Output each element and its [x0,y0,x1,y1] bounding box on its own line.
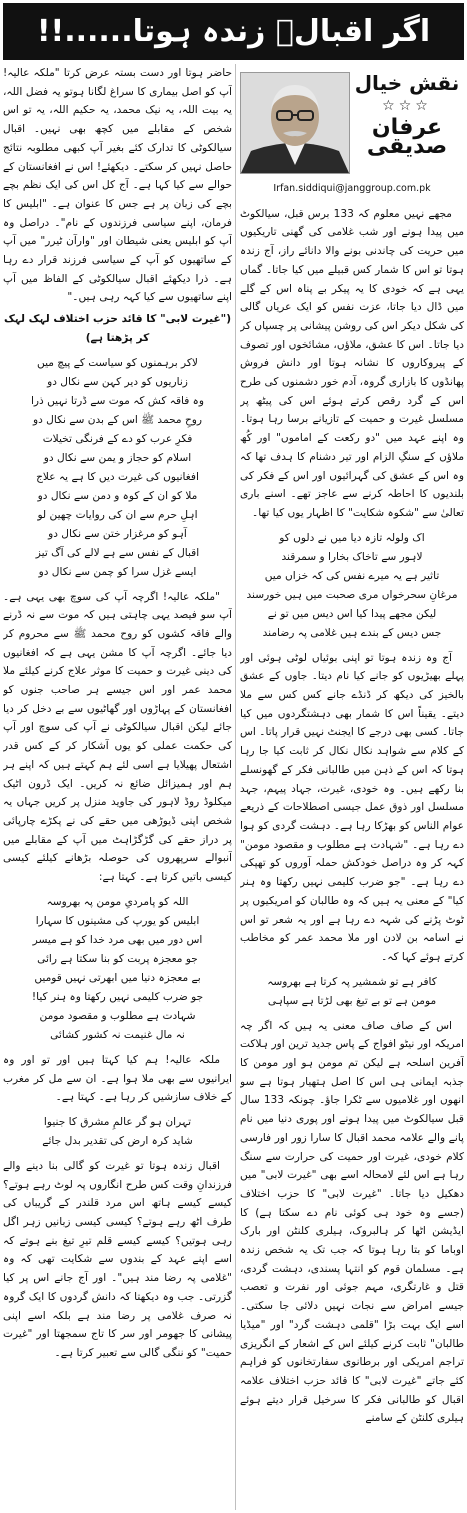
stage-note: ("غیرت لابی" کا قائد حزب اختلاف لہک لہک کر پڑھتا ہے) [3,313,232,344]
verse-line: مومن ہے تو بے تیغ بھی لڑتا ہے سپاہی [267,994,437,1007]
verse-line: زناریوں کو دیر کہن سے نکال دو [47,375,188,388]
left-column [3,64,232,1510]
verse-block [240,973,464,1011]
verse-line: لاکر برہمنوں کو سیاست کے پیچ میں [37,356,198,369]
verse-line: تاثیر ہے یہ میرے نفس کی کہ خزاں میں [264,569,440,582]
verse-line: فکرِ عرب کو دے کے فرنگی تخیلات [42,432,193,445]
verse-line: شاید کرہ ارض کی تقدیر بدل جائے [42,1134,193,1147]
verse-line: شہادت ہے مطلوب و مقصود مومن [39,1009,196,1022]
verse-line: لیکن مجھے پیدا کیا اس دیس میں تو نے [267,607,437,620]
verse-line: اہلِ حرم سے ان کی روایات چھین لو [37,508,198,521]
verse-line: جو ضرب کلیمی نہیں رکھتا وہ ہنر کیا! [31,990,204,1003]
verse-line: جس دیس کے بندے ہیں غلامی پہ رضامند [262,626,442,639]
author-name: عرفان صدیقی [366,115,448,160]
author-email[interactable]: Irfan.siddiqui@janggroup.com.pk [273,183,431,194]
verse-line: بے معجزہ دنیا میں ابھرتی نہیں قومیں [34,971,201,984]
column-divider [235,64,236,1510]
verse-line: اس دور میں بھی مرد خدا کو ہے میسر [32,933,203,946]
verse-line: نہ مال غنیمت نہ کشور کشائی [50,1028,185,1041]
paragraph: ملکہ عالیہ! ہم کیا کہتا ہیں اور تو اور وہ ایرانیوں سے بھی ملا ہوا ہے۔ ان سے مل کر مغرب کے خلاف سازشیں کر رہا ہے۔ کہتا ہے۔ [3,1053,232,1104]
paragraph: اس کے صاف صاف معنی یہ ہیں کہ اگر چہ امریکہ اور نیٹو افواج کے پاس جدید ترین اور ہلاکت آفرین اسلحہ ہے لیکن تم مومن ہو اور مومن کا جذبہ ایمانی ہی اس کا اصل ہتھیار ہوتا ہے سو انھوں اور غلامیوں سے ٹکرا جاؤ۔ چونکہ 133 سال قبل سیالکوٹ میں پیدا ہونے اور پوری دنیا میں نام پانے والے علامہ محمد اقبال کا سارا زور اور فارسی کلام خودی، غیرت اور حمیت کی حرارت سے سنگ رہا ہے اس لئے لامحالہ اسے بھی "غیرت لابی" میں دھکیل دیا جاتا۔ "غیرت لابی" کا حزب اختلاف (جسے وہ خود ہی کوئی نام دے سکتا ہے) کا ایڈیشن اٹھا کر ہالبروک، ہیلری کلنٹن اور بارک اوباما کو بتا رہا ہوتا کہ جب تک یہ شخص زندہ ہے۔ مسلمان قوم کو انتہا پسندی، دہشت گردی، قتل و غارتگری، مہم جوئی اور نفرت و تعصب جیسے امراض سے نجات نہیں دلائی جا سکتی۔ اسے ایک بہت بڑا "قلمی دہشت گرد" اور "میڈیا طالبان" ثابت کرنے کیلئے اس کے اشعار کے انگریزی تراجم امریکی اور برطانوی سفارتخانوں کو فراہم کئے جاتے "غیرت لابی" کا قائد حزب اختلاف علامہ اقبال کو طالبانی فکر کا سرخیل قرار دیتے ہوئے ہیلری کلنٹن کے سامنے [240,1019,464,1425]
right-column [240,64,464,1510]
verse-block [3,1113,232,1151]
byline-box [240,64,464,178]
verse-line: تہران ہو گر عالمِ مشرق کا جنیوا [43,1115,192,1128]
verse-line: کافر ہے تو شمشیر پہ کرتا ہے بھروسہ [267,975,437,988]
verse-block [3,893,232,1045]
verse-line: لاہور سے تاخاک بخارا و سمرقند [281,550,423,563]
verse-line: اسلام کو حجاز و یمن سے نکال دو [43,451,192,464]
verse-line: اللہ کو پامردیِ مومن پہ بھروسہ [46,895,189,908]
headline-banner [3,3,464,60]
star-ornament: ☆☆☆ [382,97,432,114]
paragraph: حاضر ہوتا اور دست بستہ عرض کرتا "ملکہ عالیہ! آپ کو اصل بیماری کا سراغ لگانا ہوتو یہ فضل اللہ، یہ بیت اللہ، یہ نیک محمد، یہ حکیم اللہ، یہ تو اس شخص کے مقابلے میں کچھ بھی نہیں۔ اقبال سیالکوٹی کا تدارک کئے بغیر آپ کبھی مطلوبہ نتائج حاصل نہیں کر سکتے۔ دیکھئے! اس نے افغانستان کے حوالے سے کیا کہا ہے۔ آج کل اس کی ایک نظم بچے بچے کی زبان پر ہے جس کا عنوان ہے۔ "ابلیس کا فرمان، اپنے سیاسی فرزندوں کے نام"۔ دراصل وہ آپ کو ابلیس یعنی شیطان اور "وارآن ٹیرر" میں آپ کے ساتھیوں کو آپ کے سیاسی فرزند قرار دے رہا ہے۔ ذرا دیکھئے اقبال سیالکوٹی کے الفاظ میں آپ اپنے ساتھیوں سے کیا کہہ رہی ہیں۔" [3,67,232,304]
verse-line: اک ولولہ تازہ دیا میں نے دلوں کو [279,531,425,544]
verse-line: ایسے غزل سرا کو چمن سے نکال دو [38,565,197,578]
column-masthead [350,64,464,178]
verse-line: وہ فاقہ کش کہ موت سے ڈرتا نہیں ذرا [30,394,205,407]
verse-line: مرغانِ سحرخواں مری صحبت میں ہیں خورسند [246,588,458,601]
verse-line: ملا کو ان کے کوہ و دمن سے نکال دو [37,489,198,502]
verse-block [240,529,464,643]
verse-block [3,354,232,582]
author-photo [240,72,350,174]
paragraph: مجھے نہیں معلوم کہ 133 برس قبل، سیالکوٹ میں پیدا ہونے اور شب غلامی کی گھنی تاریکیوں میں حریت کی چاندنی بونے والا دانائے راز، آج زندہ ہوتا تو اس کا شمار کس قبیلے میں کیا جاتا۔ گماں یہی ہے کہ خودی کا یہ پیکر بے پناہ اس کے گلے میں ڈال دیا جاتا، عزت نفس کو ایک عریاں گالی کی شکل دیکر اس کی روشن پیشانی پر چسپاں کر دیا جاتا۔ اس کا عشق، ملاؤں، مشائخوں اور تصوف کے پیروکاروں کا نشانہ ہوتا اور دانش فروش پھانڈوں کا بازاری گروہ، آدم خور دشمنوں کی طرح اس کے گرد رقص کرتے ہوئے اس کی پیٹھ پر مسلسل غیرت و حمیت کے تازیانے برسا رہا ہوتا۔ وہ اپنے عہد میں "دو رکعت کے اماموں" اور کُھ ملاؤں کے سنگِ الزام اور تیر دشنام کا ہدف تھا کہ وہ اس کے عشق کی گہرائیوں اور اس کے فکر کی بلندیوں کا احاطہ کرنے سے عاجز تھے۔ اسنے باری تعالیٰ سے "شکوہ شکایت" کا اظہار یوں کیا تھا۔ [240,207,464,519]
paragraph: اقبال زندہ ہوتا تو غیرت کو گالی بنا دینے والے فرزندانِ وقت کس طرح انگاروں پہ لوٹ رہے ہوتے؟ کیسے کیسے ہاتھ اس مرد قلندر کے گریباں کی طرف اٹھ رہے ہوتے؟ کیسی کیسی زبانیں زہر اگل رہی ہوتیں؟ کیسے کیسے قلم تیرِ تیغ بنے ہوتے کہ اسے اپنے عہد کے بندوں سے شکایت تھی کہ وہ "غلامی پہ رضا مند ہیں"۔ اور آج جانے اس پر کیا گزرتی۔ جب وہ دیکھتا کہ دانش گردوں کا ایک گروہ نہ صرف غلامی پر رضا مند ہے بلکہ اسے اپنی پیشانی کا جھومر اور سر کا تاج سمجھتا اور "غیرت حمیت" کو ننگی گالی سے تعبیر کرتا ہے۔ [3,1159,232,1359]
column-name: نقش خیال [354,71,460,95]
verse-line: ابلیس کو یورپ کی مشینوں کا سہارا [35,914,200,927]
paragraph: آج وہ زندہ ہوتا تو اپنی بوئیاں لوٹی ہوئی اور پہلے بھیڑیوں کو جانے کیا نام دیتا۔ جاوں کے عشق بالخیز کی دیکھ کر ڈنڈے جانے کس کس سے ملا دیتے۔ یقیناً اس کا شمار بھی دہشتگردوں میں کیا جاتا۔ کسی بھی درجے کا ایجنٹ نہیں قرار پاتا۔ اس کے کلام سے شواہد نکال نکال کر ثابت کیا جا رہا ہوتا کہ اس کے ذہن میں طالبانی فکر کے گھونسلے بنا رکھے ہیں۔ وہ خودی، غیرت، جہاد پیہم، جہد مسلسل اور ذوق عمل جیسی اصطلاحات کے ذریعے عوام الناس کو بھڑکا رہا ہے۔ دہشت گردی کو ہوا دے رہا ہے۔ "شہادت ہے مطلوب و مقصود مومن" کہہ کر وہ دراصل خودکش حملہ آوروں کو تھپکی دے رہا ہے۔ "جو ضرب کلیمی نہیں رکھتا وہ ہنر کیا" کے معنی یہ ہیں کہ وہ طالبان کو امریکیوں پر ٹوٹ پڑنے کی شہہ دے رہا ہے اور یہ شعر تو اس نے اسامہ بن لادن اور ملا محمد عمر کو مخاطب کرتے ہوئے کہا کہ۔ [240,651,464,963]
verse-line: افغانیوں کی غیرت دیں کا ہے یہ علاج [36,470,199,483]
verse-line: اقبال کے نفس سے ہے لالے کی آگ تیز [35,546,200,559]
paragraph: "ملکہ عالیہ! اگرچہ آپ کی سوچ بھی یہی ہے۔ آپ سو فیصد یہی چاہتی ہیں کہ موت سے نہ ڈرنے والے فاقہ کشوں کو روح محمد ﷺ سے محروم کر دیا جائے۔ اگرچہ آپ کا مشن یہی ہے کہ افغانیوں کی دینی غیرت و حمیت کا موثر علاج کرنے کیلئے ملا محمد عمر اور اس جیسے ہر صاحب جنوں کو افغانستان کے پہاڑوں اور گھاٹیوں سے بے دخل کر دیا جائے لیکن اقبال سیالکوٹی نے آپ کی سوچ اور آپ کی حکمت عملی کو یوں آشکار کر کے کس قدر اشتعال پھیلایا ہے اسی لئے ہم کہتے ہیں کہ اپنے ہر ہم اور ہمیزائل ضائع نہ کریں۔ ایک ڈرون اٹیک میکلوڈ روڈ لاہور کی جاوید منزل پر کریں جہاں یہ شخص اپنی ڈیوڑھی میں حقے کی نے پکڑے چارپائی پر دراز حقے کی گڑگڑاہٹ میں آپ کے مقابلے میں آنبوالے سرپھروں کی حوصلہ بڑھانے کیلئے کیسی کیسی باتیں کرتا ہے۔ کہتا ہے: [3,590,232,884]
verse-line: روحِ محمد ﷺ اس کے بدن سے نکال دو [32,413,203,426]
verse-line: جو معجزہ پربت کو بنا سکتا ہے رائی [37,952,198,965]
verse-line: آہو کو مرغزار ختن سے نکال دو [48,527,187,540]
headline: اگر اقبالؒ زندہ ہوتا......!! [36,14,431,49]
